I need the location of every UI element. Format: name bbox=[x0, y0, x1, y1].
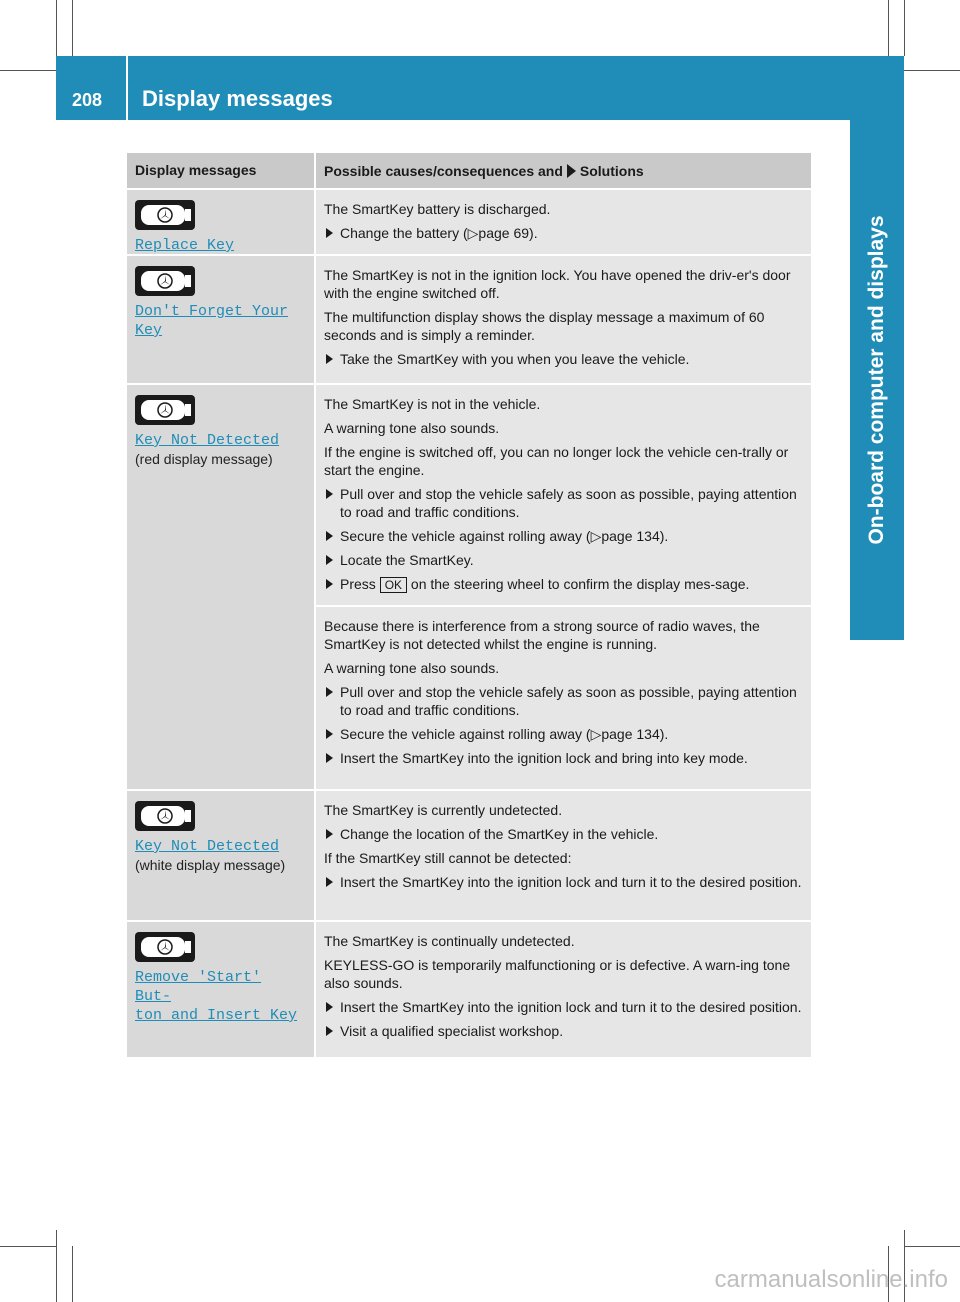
alternate-cause-block bbox=[316, 605, 811, 767]
step-text: on the steering wheel to confirm the display mes-sage. bbox=[410, 576, 750, 592]
cause-text: The SmartKey is currently undetected. bbox=[324, 802, 563, 818]
solution-step: Visit a qualified specialist workshop. bbox=[324, 1022, 803, 1040]
smartkey-icon bbox=[135, 395, 195, 425]
crop-mark bbox=[0, 1246, 56, 1247]
cause-text: A warning tone also sounds. bbox=[324, 660, 500, 676]
cause-text: Because there is interference from a strong source of radio waves, the SmartKey is not detected whilst the engine is running. bbox=[324, 618, 760, 652]
table-header bbox=[127, 153, 811, 188]
solution-step bbox=[324, 224, 803, 242]
crop-mark bbox=[56, 0, 57, 56]
column-header-text: Solutions bbox=[579, 162, 644, 179]
solution-step bbox=[324, 575, 803, 593]
cause-text: KEYLESS-GO is temporarily malfunctioning or is defective. A warn-ing tone also sounds. bbox=[324, 957, 791, 991]
solution-step bbox=[324, 725, 803, 743]
cause-text: The SmartKey is not in the ignition lock. You have opened the driv-er's door with the engine switched off. bbox=[324, 267, 791, 301]
message-cell bbox=[127, 256, 314, 383]
message-cell bbox=[127, 922, 314, 1057]
solution-cell bbox=[314, 385, 811, 789]
step-text: Secure the vehicle against rolling away ( bbox=[340, 726, 591, 742]
solution-step: Pull over and stop the vehicle safely as soon as possible, paying attention to road and traffic conditions. bbox=[324, 485, 803, 521]
table-row bbox=[127, 920, 811, 1057]
step-text: ). bbox=[659, 528, 669, 544]
solution-step: Insert the SmartKey into the ignition lock and turn it to the desired position. bbox=[324, 873, 803, 891]
cause-text: A warning tone also sounds. bbox=[324, 420, 500, 436]
header-divider bbox=[126, 56, 128, 120]
page-reference[interactable]: page 134 bbox=[601, 726, 660, 742]
step-text: Secure the vehicle against rolling away ( bbox=[340, 528, 591, 544]
message-note: (white display message) bbox=[135, 857, 286, 873]
crop-mark bbox=[904, 0, 905, 56]
display-message-text: Don't Forget Your bbox=[135, 303, 289, 320]
chapter-label: On-board computer and displays bbox=[865, 215, 888, 545]
display-message-text: Key Not Detected bbox=[135, 432, 280, 449]
smartkey-icon bbox=[135, 801, 195, 831]
display-message-text: Key bbox=[135, 322, 163, 339]
table-row bbox=[127, 789, 811, 920]
solution-cell bbox=[314, 791, 811, 920]
crop-mark bbox=[0, 70, 56, 71]
crop-mark bbox=[72, 0, 73, 56]
smartkey-icon bbox=[135, 932, 195, 962]
step-text: Change the battery ( bbox=[340, 225, 468, 241]
step-text: Press bbox=[340, 576, 376, 592]
cause-text: The SmartKey is not in the vehicle. bbox=[324, 396, 541, 412]
smartkey-icon bbox=[135, 266, 195, 296]
cause-text: The SmartKey is continually undetected. bbox=[324, 933, 575, 949]
pageref-arrow-icon: ▷ bbox=[590, 726, 602, 742]
display-message-text: Key Not Detected bbox=[135, 838, 280, 855]
crop-mark bbox=[56, 1230, 57, 1302]
solution-cell bbox=[314, 922, 811, 1057]
solution-step: Insert the SmartKey into the ignition lock and bring into key mode. bbox=[324, 749, 803, 767]
cause-text: The multifunction display shows the display message a maximum of 60 seconds and is simply a reminder. bbox=[324, 309, 765, 343]
solution-step bbox=[324, 527, 803, 545]
page-title: Display messages bbox=[142, 86, 333, 111]
solution-step: Insert the SmartKey into the ignition lock and turn it to the desired position. bbox=[324, 998, 803, 1016]
column-header-messages: Display messages bbox=[135, 162, 257, 178]
solution-step: Locate the SmartKey. bbox=[324, 551, 803, 569]
display-message-text: ton and Insert Key bbox=[135, 1007, 298, 1024]
column-header-solutions bbox=[314, 153, 811, 188]
cause-text: If the SmartKey still cannot be detected: bbox=[324, 850, 572, 866]
display-message-text: Remove 'Start' But- bbox=[135, 969, 262, 1005]
crop-mark bbox=[888, 0, 889, 56]
page-number: 208 bbox=[72, 90, 103, 110]
crop-mark bbox=[72, 1246, 73, 1302]
table-row bbox=[127, 254, 811, 383]
page-reference[interactable]: page 134 bbox=[601, 528, 660, 544]
solution-cell bbox=[314, 256, 811, 383]
arrow-right-icon bbox=[567, 164, 576, 178]
message-cell bbox=[127, 190, 314, 254]
page-header bbox=[56, 56, 904, 120]
ok-button-icon: OK bbox=[380, 577, 407, 593]
pageref-arrow-icon: ▷ bbox=[467, 225, 479, 241]
pageref-arrow-icon: ▷ bbox=[590, 528, 602, 544]
step-text: ). bbox=[659, 726, 669, 742]
table-row bbox=[127, 383, 811, 789]
table-row bbox=[127, 188, 811, 254]
solution-step: Change the location of the SmartKey in the vehicle. bbox=[324, 825, 803, 843]
message-note: (red display message) bbox=[135, 451, 273, 467]
step-text: ). bbox=[529, 225, 538, 241]
column-header-text: Possible causes/consequences and bbox=[324, 162, 563, 179]
solution-cell bbox=[314, 190, 811, 254]
message-cell bbox=[127, 385, 314, 789]
solution-step: Pull over and stop the vehicle safely as soon as possible, paying attention to road and traffic conditions. bbox=[324, 683, 803, 719]
display-messages-table bbox=[127, 153, 811, 1057]
smartkey-icon bbox=[135, 200, 195, 230]
solution-step: Take the SmartKey with you when you leave the vehicle. bbox=[324, 350, 803, 368]
watermark: carmanualsonline.info bbox=[714, 1266, 948, 1293]
page-reference[interactable]: page 69 bbox=[478, 225, 530, 241]
chapter-tab bbox=[850, 120, 904, 640]
display-message-text: Replace Key bbox=[135, 237, 235, 254]
message-cell bbox=[127, 791, 314, 920]
crop-mark bbox=[904, 70, 960, 71]
cause-text: The SmartKey battery is discharged. bbox=[324, 201, 551, 217]
cause-text: If the engine is switched off, you can no longer lock the vehicle cen-trally or start the engine. bbox=[324, 444, 789, 478]
crop-mark bbox=[904, 1246, 960, 1247]
